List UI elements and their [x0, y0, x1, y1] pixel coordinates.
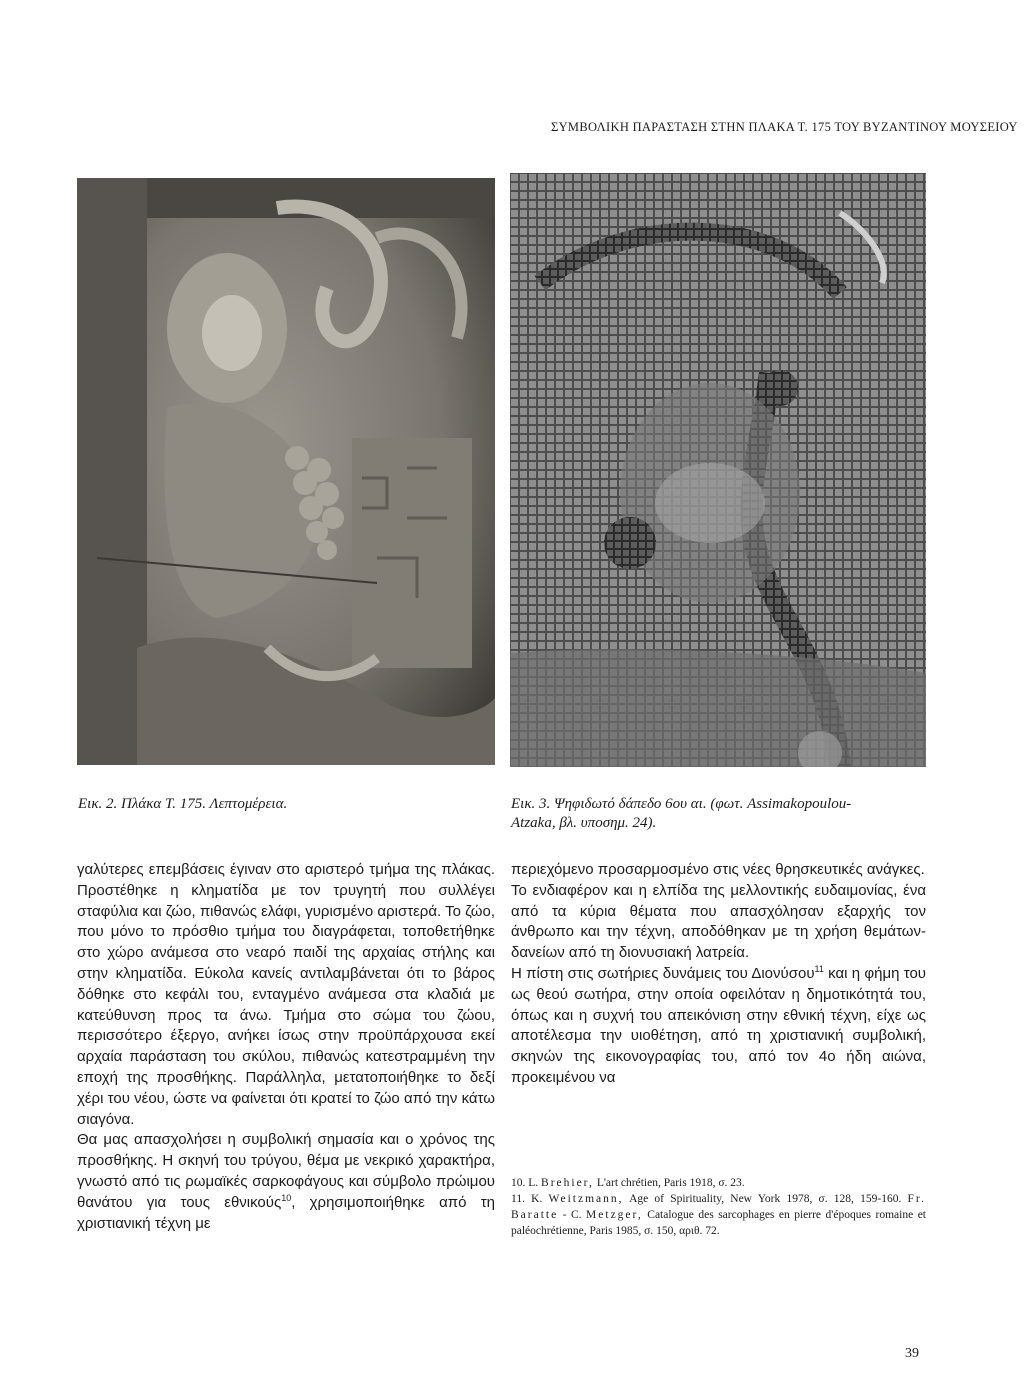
footnote-10-number: 10. L. — [511, 1177, 539, 1189]
figure-2-caption: Εικ. 2. Πλάκα Τ. 175. Λεπτομέρεια. — [78, 796, 288, 812]
figure-3-caption — [511, 795, 927, 833]
figure-2-relief-photo — [77, 178, 495, 765]
left-paragraph-1: γαλύτερες επεμβάσεις έγιναν στο αριστερό τμήμα της πλάκας. Προστέθηκε η κληματίδα με τον τρυγητή που συλλέγει σταφύλια και ζώο, πιθανώς ελάφι, γυρισμένο αριστερά. Το ζώο, που μόνο το πρόσθιο τμήμα του διαγράφεται, τοποθετήθηκε στο χώρο ανάμεσα στο νεαρό παιδί της αρχαίας στήλης και στην κληματίδα. Εύκολα κανείς αντιλαμβάνεται ότι το βάρος δόθηκε στο κεφάλι του, ενταγμένο ανάμεσα στα κλαδιά με κατεύθυνση προς τα άνω. Τμήμα στο σώμα του ζώου, περισσότερο έξεργο, ανήκει ίσως στην προϋπάρχουσα εκεί αρχαία παράσταση του σκύλου, πιθανώς κατεστραμμένη την εποχή της προσθήκης. Παράλληλα, μετατοποιήθηκε το δεξί χέρι του νέου, ώστε να φαίνεται ότι κρατεί το ζώο από την κάτω σιαγόνα. — [77, 861, 495, 1128]
footnote-11-text-2: Catalogue des sarcophages en pierre d'époques romaine et paléochrétienne, Paris 1985, σ. 150, αριθ. 72. — [511, 1209, 926, 1237]
footnote-11-author-2: Fr. Baratte — [511, 1193, 926, 1221]
footnote-10-text: L'art chrétien, Paris 1918, σ. 23. — [593, 1177, 745, 1189]
page-number: 39 — [905, 1346, 919, 1361]
footnote-11-author-3: Metzger, — [586, 1209, 643, 1221]
left-text-column — [77, 860, 495, 1234]
footnote-11 — [511, 1191, 926, 1239]
footnote-11-author: Weitzmann, — [548, 1193, 624, 1205]
right-text-column — [511, 860, 926, 1089]
footnotes — [511, 1175, 926, 1239]
footnote-11-number: 11. K. — [511, 1193, 543, 1205]
left-paragraph-2-tail: , χρησιμοποιήθηκε από τη χριστιανική τέχνη με — [77, 1193, 495, 1232]
footnote-11-dash: - C. — [558, 1209, 587, 1221]
right-paragraph-1: περιεχόμενο προσαρμοσμένο στις νέες θρησκευτικές ανάγκες. — [511, 861, 925, 878]
right-paragraph-2: Το ενδιαφέρον και η ελπίδα της μελλοντικής ευδαιμονίας, ένα από τα κύρια θέματα που απασχόλησαν εξαρχής τον άνθρωπο και την τέχνη, αποδόθηκαν με τη χρήση θεμάτων-δανείων από τη διονυσιακή λατρεία. — [511, 881, 926, 962]
figure-3-caption-line-1: Εικ. 3. Ψηφιδωτό δάπεδο 6ου αι. (φωτ. Assimakopoulou- — [511, 796, 852, 812]
right-paragraph-3-b: και η φήμη του ως θεού σωτήρα, στην οποία οφειλόταν η δημοτικότητά του, όπως και η συχνή του απεικόνιση στην εθνική τέχνη, είχε ως αποτέλεσμα την υιοθέτηση, από τη χριστιανική συμβολική, σκηνών της εικονογραφίας του, από τον 4ο ήδη αιώνα, προκειμένου να — [511, 964, 926, 1086]
running-head: ΣΥΜΒΟΛΙΚΗ ΠΑΡΑΣΤΑΣΗ ΣΤΗΝ ΠΛΑΚΑ Τ. 175 ΤΟΥ ΒΥΖΑΝΤΙΝΟΥ ΜΟΥΣΕΙΟΥ — [551, 120, 1018, 134]
footnote-ref-10: 10 — [281, 1192, 292, 1203]
relief-illustration — [77, 178, 495, 765]
footnote-10 — [511, 1175, 926, 1191]
footnote-11-text: Age of Spirituality, New York 1978, σ. 128, 159-160. — [623, 1193, 902, 1205]
right-paragraph-3-a: Η πίστη στις σωτήριες δυνάμεις του Διονύσου — [511, 964, 815, 982]
footnote-10-author: Brehier, — [541, 1177, 594, 1189]
figure-3-mosaic-photo — [510, 173, 926, 767]
figure-3-caption-line-2: Atzaka, βλ. υποσημ. 24). — [511, 815, 657, 831]
footnote-ref-11: 11 — [814, 963, 824, 974]
left-paragraph-2-text: Θα μας απασχολήσει η συμβολική σημασία και ο χρόνος της προσθήκης. Η σκηνή του τρύγου, θέμα με νεκρικό χαρακτήρα, γνωστό από τις ρωμαϊκές σαρκοφάγους και σύμβολο πρώιμου θανάτου για τους εθνικούς — [77, 1131, 495, 1211]
mosaic-illustration — [510, 173, 926, 767]
right-paragraph-3 — [511, 964, 926, 1089]
left-paragraph-2 — [77, 1130, 495, 1234]
